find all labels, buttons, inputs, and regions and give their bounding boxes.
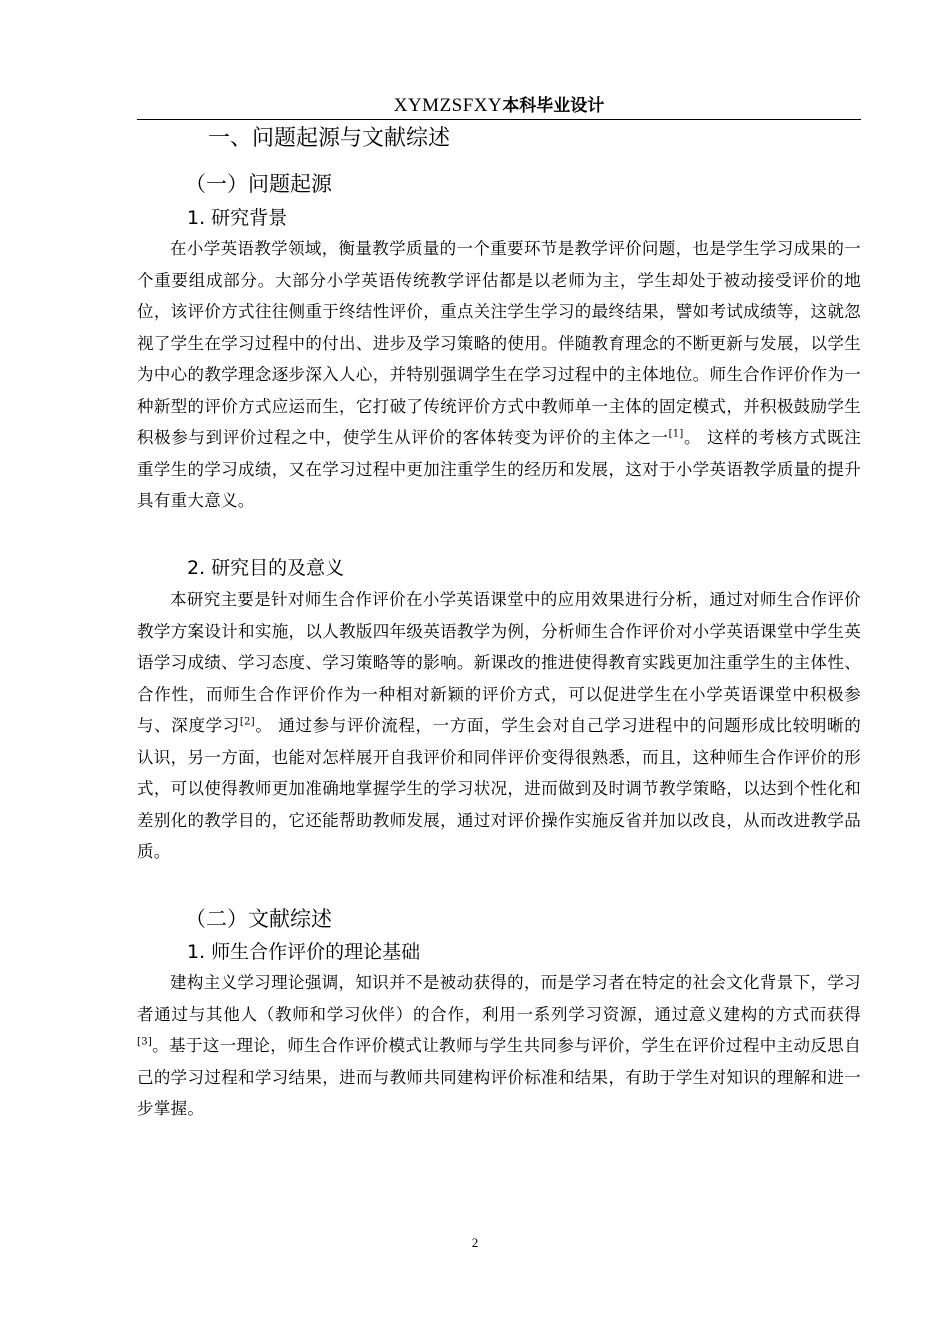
- running-header: [137, 91, 861, 119]
- page-number: 2: [471, 1235, 479, 1250]
- section-heading-literature: （二）文献综述: [185, 907, 332, 931]
- paragraph-theory: 建构主义学习理论强调，知识并不是被动获得的，而是学习者在特定的社会文化背景下，学习者通过与其他人（教师和学习伙伴）的合作，利用一系列学习资源，通过意义建构的方式而获得[3]。基于这一理论，师生合作评价模式让教师与学生共同参与评价，学生在评价过程中主动反思自己的学习过程和学习结果，进而与教师共同建构评价标准和结果，有助于学生对知识的理解和进一步掌握。: [137, 973, 861, 1118]
- paragraph-background: 在小学英语教学领域，衡量教学质量的一个重要环节是教学评价问题，也是学生学习成果的一个重要组成部分。大部分小学英语传统教学评估都是以老师为主，学生却处于被动接受评价的地位，该评价方式往往侧重于终结性评价，重点关注学生学习的最终结果，譬如考试成绩等，这就忽视了学生在学习过程中的付出、进步及学习策略的使用。伴随教育理念的不断更新与发展，以学生为中心的教学理念逐步深入人心，并特别强调学生在学习过程中的主体地位。师生合作评价作为一种新型的评价方式应运而生，它打破了传统评价方式中教师单一主体的固定模式，并积极鼓励学生积极参与到评价过程之中，使学生从评价的客体转变为评价的主体之一[1]。 这样的考核方式既注重学生的学习成绩，又在学习过程中更加注重学生的经历和发展，这对于小学英语教学质量的提升具有重大意义。: [137, 239, 861, 510]
- chapter-heading: 一、问题起源与文献综述: [208, 126, 451, 151]
- header-code: XYMZSFXY: [393, 95, 503, 116]
- section-heading-origin: （一）问题起源: [185, 172, 332, 196]
- subsection-heading-background: 1. 研究背景: [187, 207, 288, 229]
- subsection-heading-theory: 1. 师生合作评价的理论基础: [187, 941, 421, 963]
- citation-ref-3: [3]: [137, 1036, 153, 1048]
- citation-ref-2: [2]: [239, 716, 255, 728]
- header-title: 本科毕业设计: [502, 96, 605, 116]
- subsection-heading-purpose: 2. 研究目的及意义: [187, 557, 345, 579]
- citation-ref-1: [1]: [668, 428, 684, 440]
- header-rule: [137, 119, 861, 120]
- paragraph-purpose: 本研究主要是针对师生合作评价在小学英语课堂中的应用效果进行分析，通过对师生合作评价教学方案设计和实施，以人教版四年级英语教学为例，分析师生合作评价对小学英语课堂中学生英语学习成绩、学习态度、学习策略等的影响。新课改的推进使得教育实践更加注重学生的主体性、合作性，而师生合作评价作为一种相对新颖的评价方式，可以促进学生在小学英语课堂中积极参与、深度学习[2]。 通过参与评价流程，一方面，学生会对自己学习进程中的问题形成比较明晰的认识，另一方面，也能对怎样展开自我评价和同伴评价变得很熟悉，而且，这种师生合作评价的形式，可以使得教师更加准确地掌握学生的学习状况，进而做到及时调节教学策略，以达到个性化和差别化的教学目的，它还能帮助教师发展，通过对评价操作实施反省并加以改良，从而改进教学品质。: [137, 590, 861, 861]
